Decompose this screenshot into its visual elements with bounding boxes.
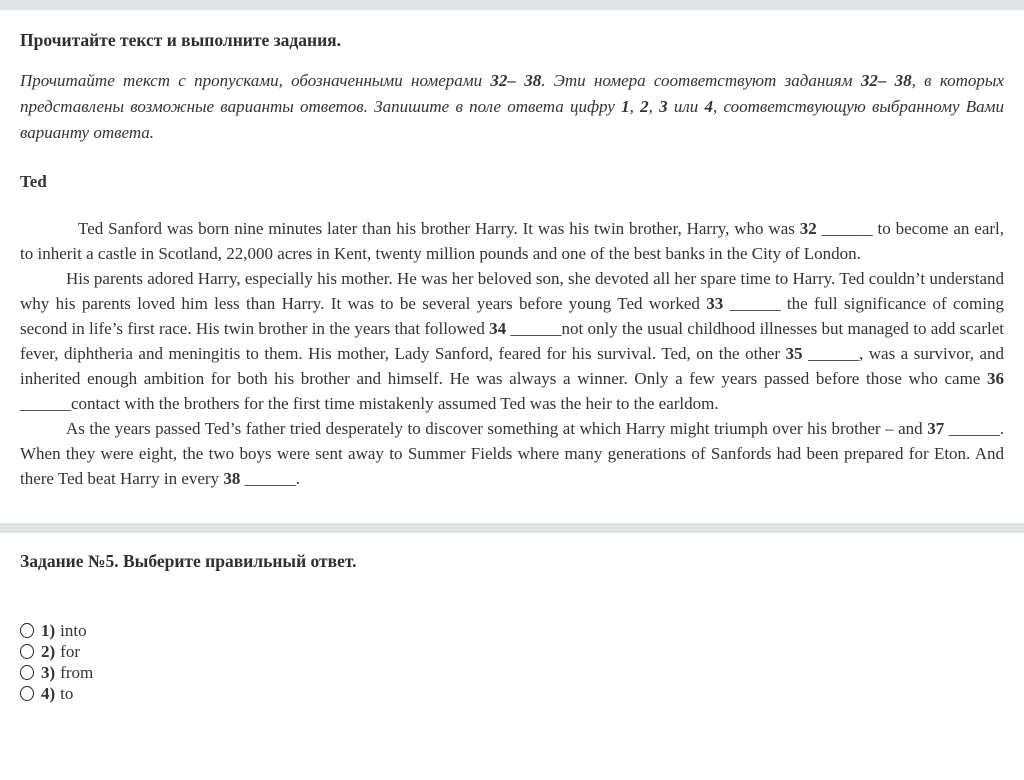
section-instruction-title: Прочитайте текст и выполните задания. <box>20 30 342 50</box>
option-number: 1) <box>41 620 56 640</box>
task-instructions-paragraph: Прочитайте текст с пропусками, обозначенными номерами 32– 38. Эти номера соответствуют заданиям 32– 38, в которых представлены возможные варианты ответов. Запишите в поле ответа цифру 1, 2, 3 или 4, соответствующую выбранному Вами варианту ответа. <box>20 71 1005 142</box>
radio-button-option-3[interactable] <box>20 665 34 680</box>
passage-title: Ted <box>20 172 47 191</box>
answer-option-2[interactable] <box>20 641 1004 662</box>
answer-options <box>20 620 1004 704</box>
radio-button-option-4[interactable] <box>20 686 34 701</box>
answer-option-4[interactable] <box>20 683 1004 704</box>
passage-text <box>20 216 1004 491</box>
option-number: 3) <box>41 662 56 682</box>
option-label: from <box>60 662 94 682</box>
passage-paragraph-3: As the years passed Ted’s father tried desperately to discover something at which Harry might triumph over his brother – and 37 ______. When they were eight, the two boys were sent away to Summer Fields where many generations of Sanfords had been prepared for Eton. And there Ted beat Harry in every 38 ______. <box>20 419 1004 488</box>
answer-option-1[interactable] <box>20 620 1004 641</box>
option-number: 2) <box>41 641 56 661</box>
option-number: 4) <box>41 683 56 703</box>
top-divider-band <box>0 0 1024 10</box>
option-label: to <box>60 683 74 703</box>
reading-section <box>0 30 1024 491</box>
option-label: for <box>60 641 80 661</box>
question-title: Задание №5. Выберите правильный ответ. <box>20 551 357 571</box>
section-divider-band <box>0 523 1024 533</box>
radio-button-option-1[interactable] <box>20 623 34 638</box>
passage-paragraph-1: Ted Sanford was born nine minutes later than his brother Harry. It was his twin brother, Harry, who was 32 ______ to become an earl, to inherit a castle in Scotland, 22,000 acres in Kent, twenty million pounds and one of the best banks in the City of London. <box>20 219 1005 263</box>
radio-button-option-2[interactable] <box>20 644 34 659</box>
question-section <box>0 551 1024 704</box>
option-label: into <box>60 620 87 640</box>
passage-paragraph-2: His parents adored Harry, especially his mother. He was her beloved son, she devoted all her spare time to Harry. Ted couldn’t understand why his parents loved him less than Harry. It was to be several years before young Ted worked 33 ______ the full significance of coming second in life’s first race. His twin brother in the years that followed 34 ______not only the usual childhood illnesses but managed to add scarlet fever, diphtheria and meningitis to them. His mother, Lady Sanford, feared for his survival. Ted, on the other 35 ______, was a survivor, and inherited enough ambition for both his brother and himself. He was always a winner. Only a few years passed before those who came 36 ______contact with the brothers for the first time mistakenly assumed Ted was the heir to the earldom. <box>20 269 1004 413</box>
answer-option-3[interactable] <box>20 662 1004 683</box>
